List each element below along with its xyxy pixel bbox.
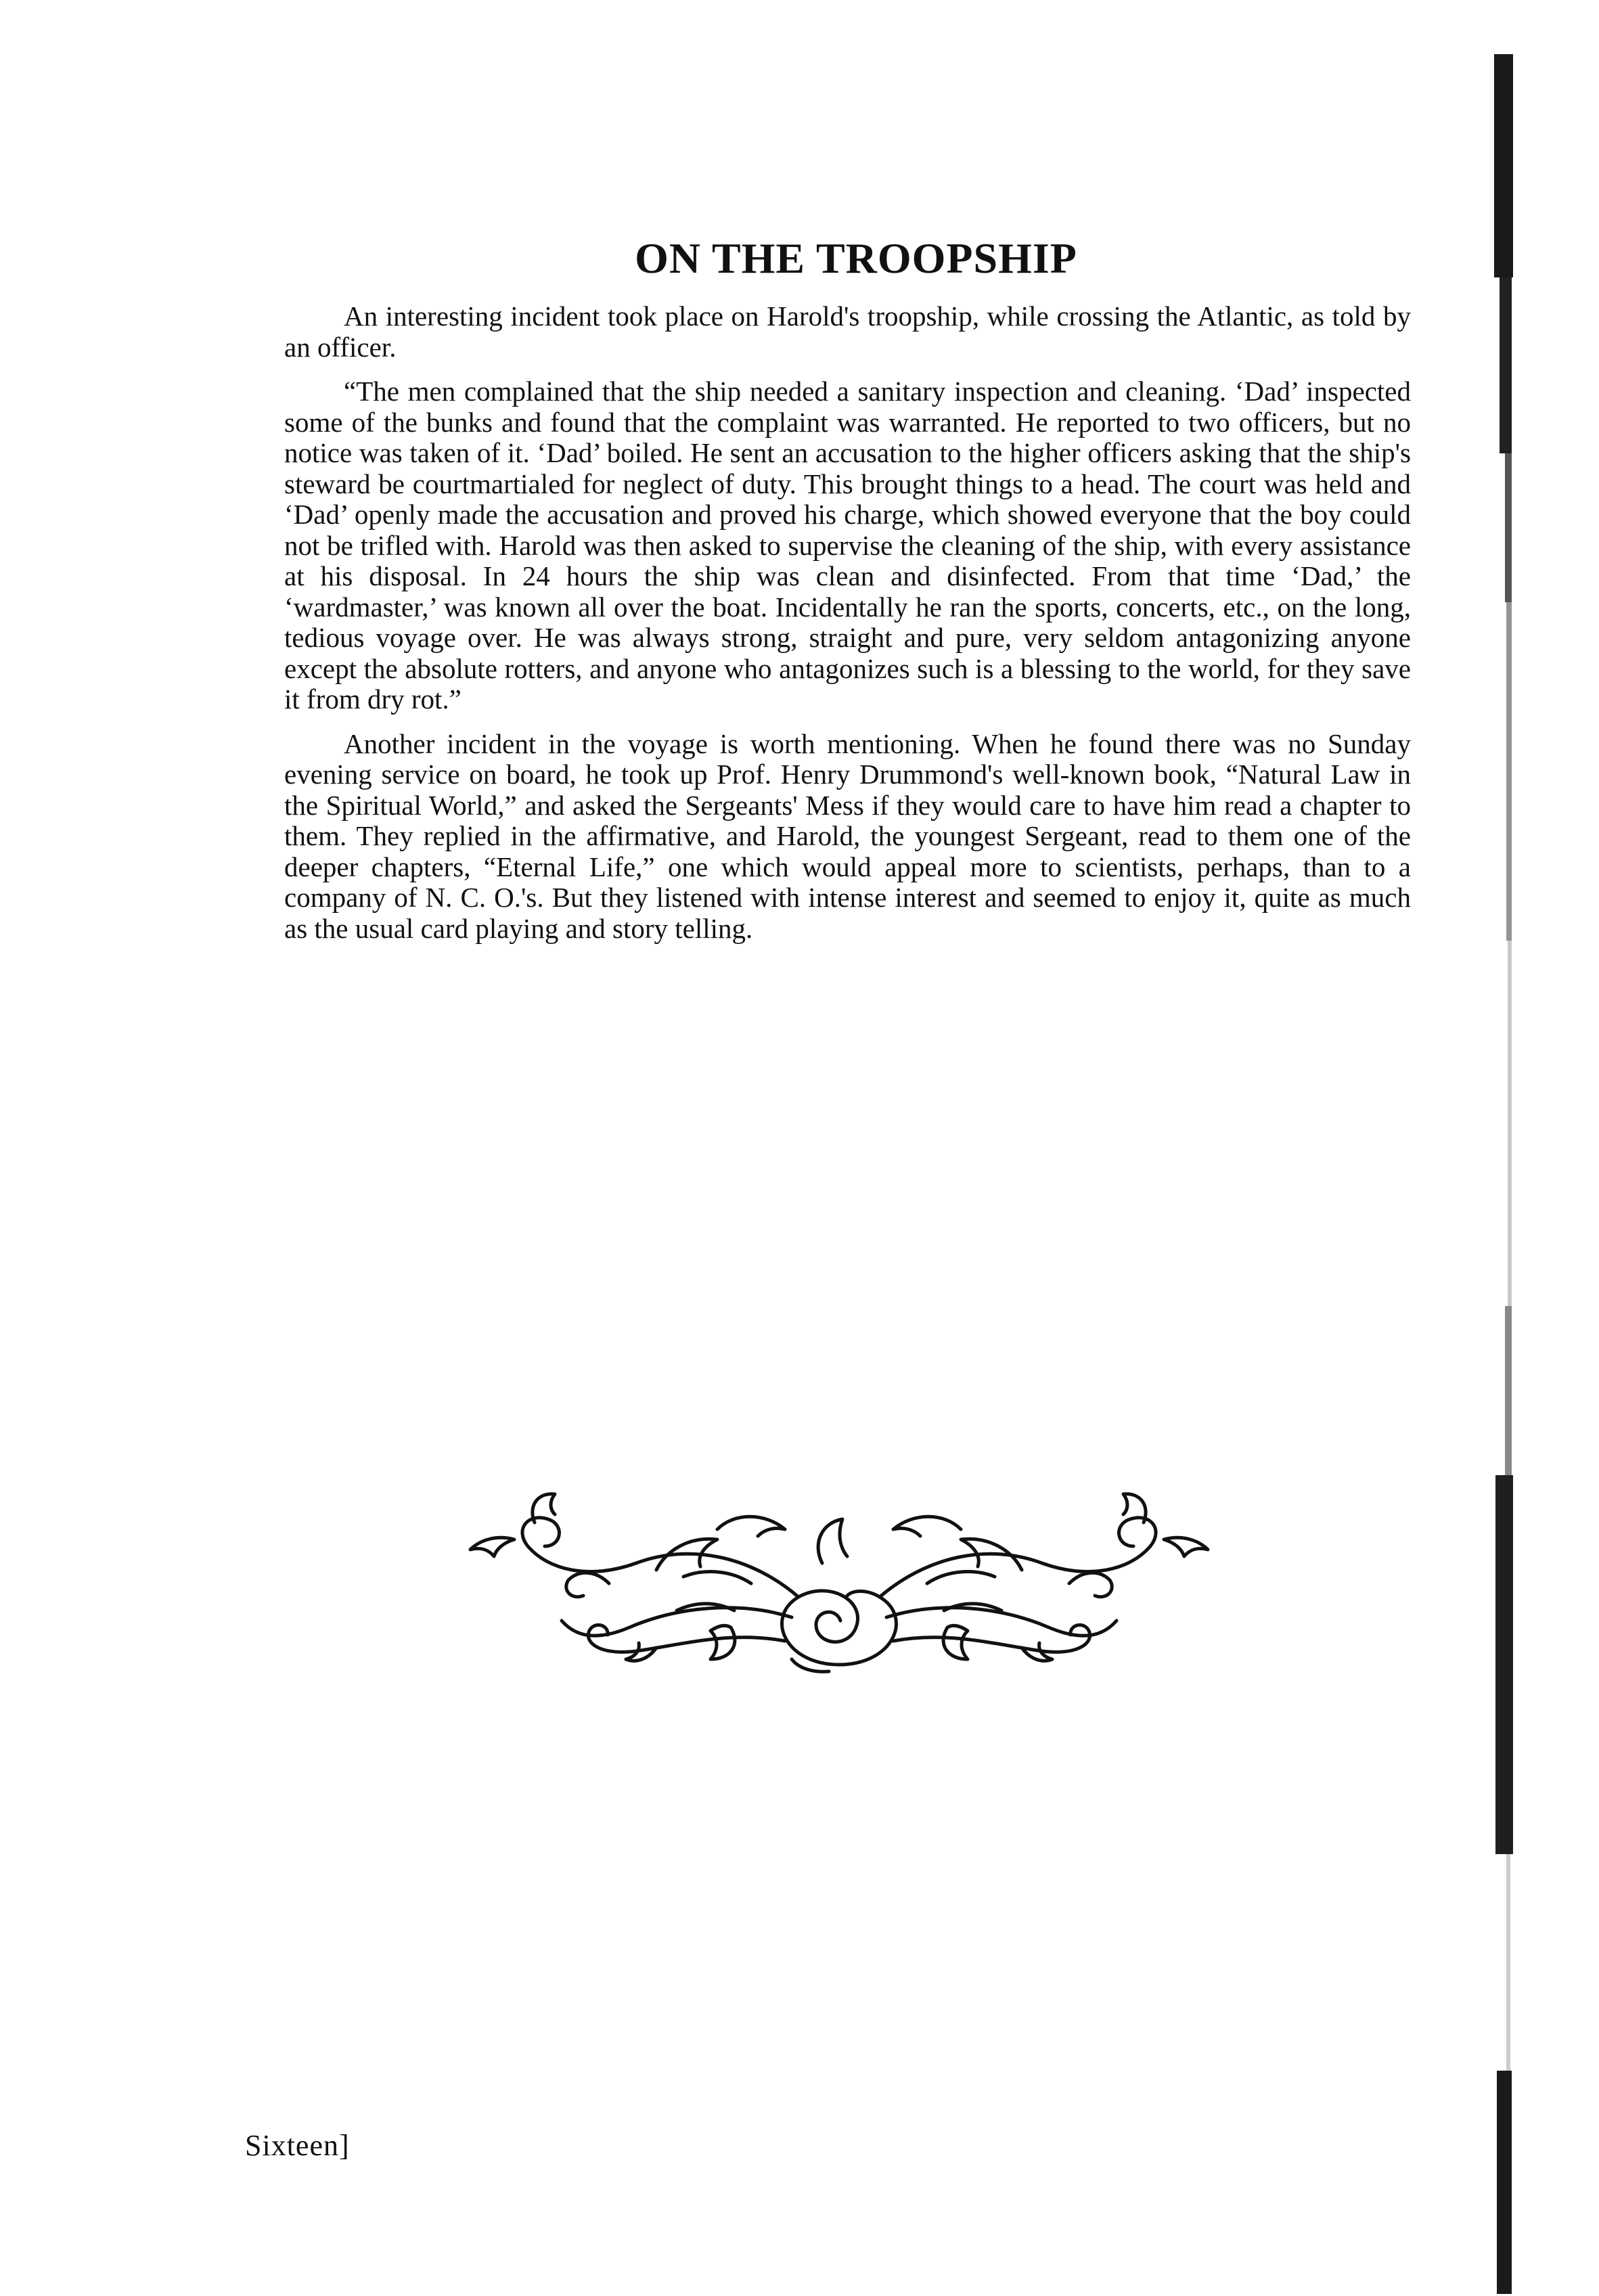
body-text — [284, 301, 1411, 958]
binding-edge-shadow — [1481, 54, 1541, 2294]
page-number: Sixteen] — [245, 2129, 350, 2162]
paragraph-3: Another incident in the voyage is worth mentioning. When he found there was no Sunday evening service on board, he took up Prof. Henry Drummond's well-known book, “Natural Law in the Spiritual World,” and asked the Sergeants' Mess if they would care to have him read a chapter to them. They replied in the affirmative, and Harold, the youngest Sergeant, read to them one of the deeper chapters, “Eternal Life,” one which would appeal more to scientists, perhaps, than to a company of N. C. O.'s. But they listened with intense interest and seemed to enjoy it, quite as much as the usual card playing and story telling. — [284, 727, 1411, 944]
acanthus-scroll-ornament-icon — [433, 1482, 1245, 1678]
paragraph-2: “The men complained that the ship needed a sanitary inspection and cleaning. ‘Dad’ inspected some of the bunks and found that the complaint was warranted. He reported to two officers, but no notice was taken of it. ‘Dad’ boiled. He sent an accusation to the higher officers asking that the ship's steward be courtmartialed for neglect of duty. This brought things to a head. The court was held and ‘Dad’ openly made the accusation and proved his charge, which showed everyone that the boy could not be trifled with. Harold was then asked to supervise the cleaning of the ship, with every assistance at his disposal. In 24 hours the ship was clean and disinfected. From that time ‘Dad,’ the ‘wardmaster,’ was known all over the boat. Incidentally he ran the sports, concerts, etc., on the long, tedious voyage over. He was always strong, straight and pure, very seldom antagonizing anyone except the absolute rotters, and anyone who antagonizes such is a blessing to the world, for they save it from dry rot.” — [284, 376, 1411, 715]
page-title: ON THE TROOPSHIP — [635, 234, 1077, 282]
paragraph-1: An interesting incident took place on Harold's troopship, while crossing the Atlantic, as told by an officer. — [284, 300, 1411, 363]
